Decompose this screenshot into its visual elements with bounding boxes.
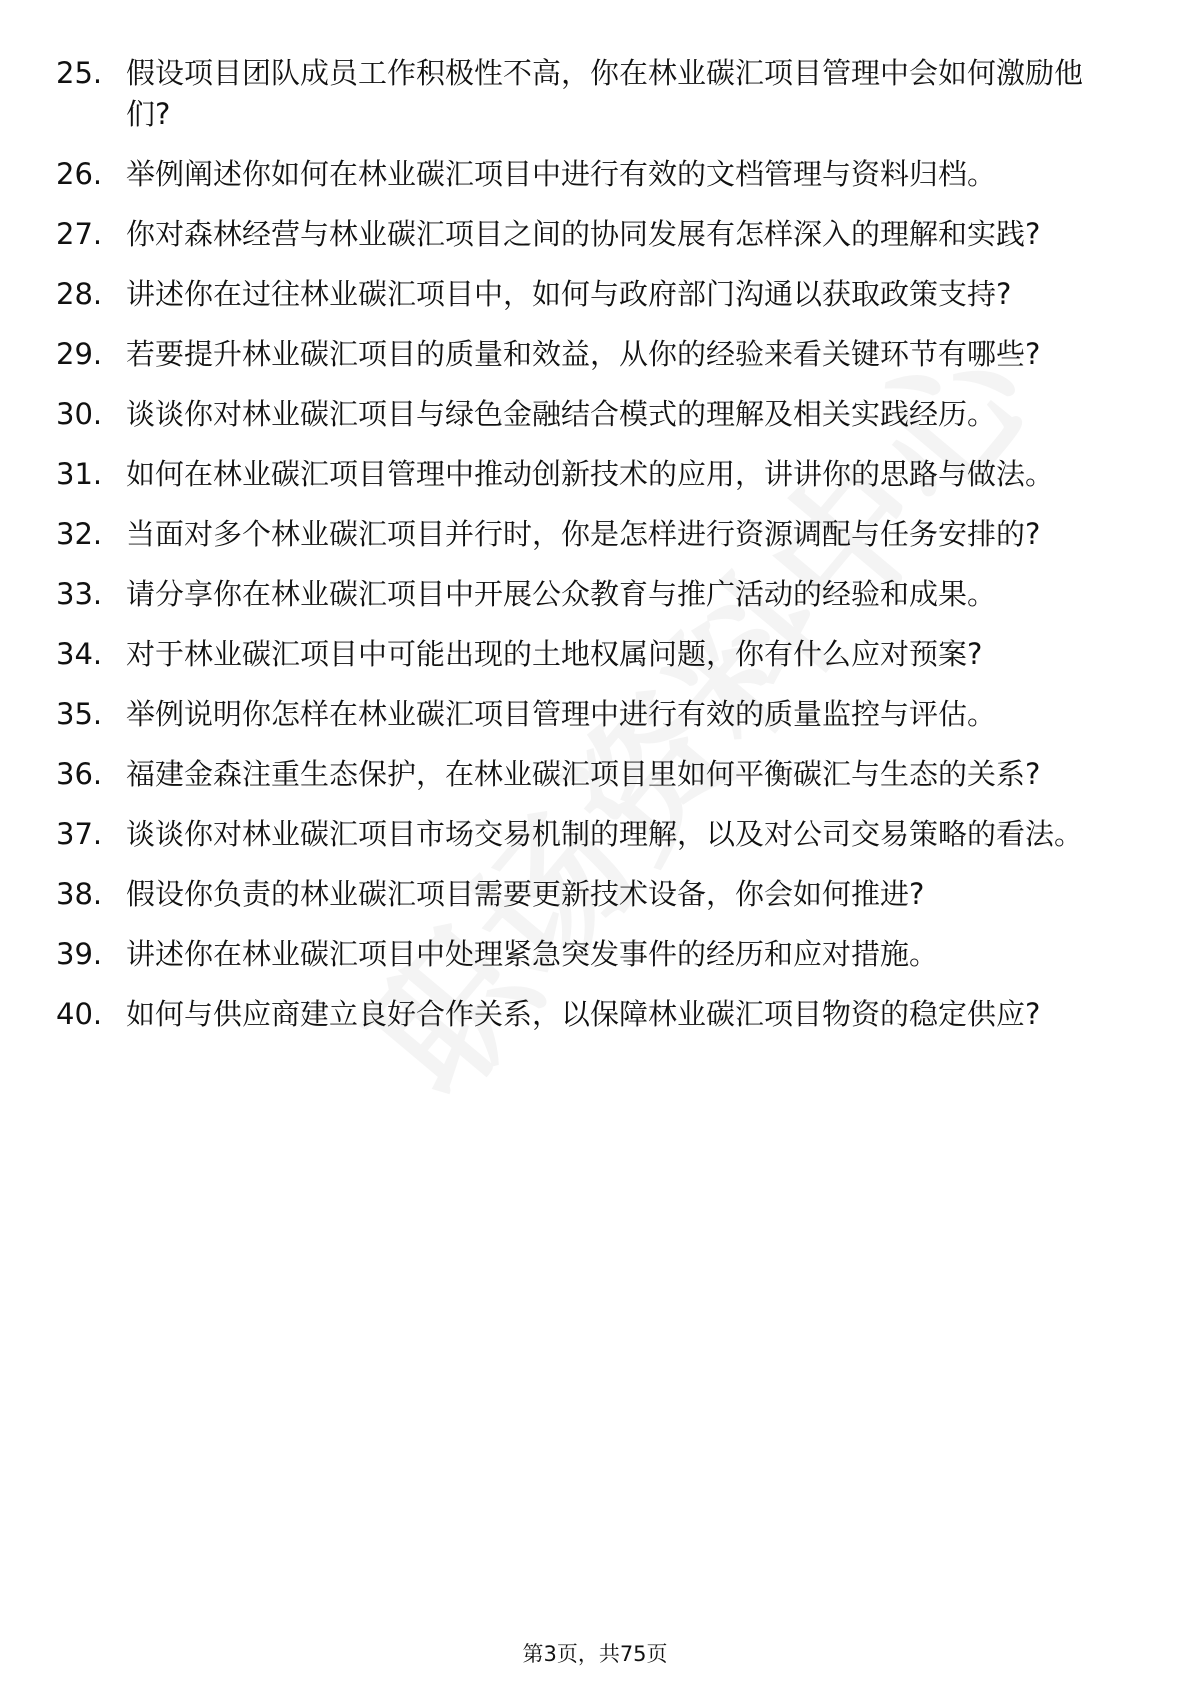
question-number: 33.: [56, 577, 103, 611]
question-item: [0, 334, 1190, 375]
question-number: 26.: [56, 157, 103, 191]
question-number: 36.: [56, 757, 103, 791]
question-item: [0, 454, 1190, 495]
question-number: 35.: [56, 697, 103, 731]
page-footer: [0, 1640, 1190, 1668]
question-item: [0, 694, 1190, 735]
question-item: [0, 214, 1190, 255]
question-item: [0, 934, 1190, 975]
question-item: [0, 874, 1190, 915]
question-number: 27.: [56, 217, 103, 251]
question-number: 39.: [56, 937, 103, 971]
question-text: 谈谈你对林业碳汇项目与绿色金融结合模式的理解及相关实践经历。: [126, 397, 997, 431]
question-text: 若要提升林业碳汇项目的质量和效益，从你的经验来看关键环节有哪些?: [126, 337, 1041, 371]
question-item: [0, 274, 1190, 315]
question-text: 请分享你在林业碳汇项目中开展公众教育与推广活动的经验和成果。: [126, 577, 997, 611]
question-number: 40.: [56, 997, 103, 1031]
question-text: 举例说明你怎样在林业碳汇项目管理中进行有效的质量监控与评估。: [126, 697, 997, 731]
question-item: [0, 994, 1190, 1035]
question-text: 如何与供应商建立良好合作关系，以保障林业碳汇项目物资的稳定供应?: [126, 997, 1041, 1031]
question-number: 25.: [56, 56, 103, 90]
question-number: 29.: [56, 337, 103, 371]
question-item: [0, 154, 1190, 195]
question-text: 对于林业碳汇项目中可能出现的土地权属问题，你有什么应对预案?: [126, 637, 983, 671]
question-list: [0, 53, 1190, 1054]
question-item: [0, 814, 1190, 855]
question-text: 当面对多个林业碳汇项目并行时，你是怎样进行资源调配与任务安排的?: [126, 517, 1041, 551]
question-text: 你对森林经营与林业碳汇项目之间的协同发展有怎样深入的理解和实践?: [126, 217, 1041, 251]
question-text: 讲述你在过往林业碳汇项目中，如何与政府部门沟通以获取政策支持?: [126, 277, 1012, 311]
question-number: 31.: [56, 457, 103, 491]
question-text: 假设你负责的林业碳汇项目需要更新技术设备，你会如何推进?: [126, 877, 925, 911]
question-item: [0, 634, 1190, 675]
question-number: 34.: [56, 637, 103, 671]
question-text: 假设项目团队成员工作积极性不高，你在林业碳汇项目管理中会如何激励他们?: [126, 56, 1084, 131]
question-item: [0, 514, 1190, 555]
question-number: 38.: [56, 877, 103, 911]
question-text: 如何在林业碳汇项目管理中推动创新技术的应用，讲讲你的思路与做法。: [126, 457, 1055, 491]
question-number: 37.: [56, 817, 103, 851]
question-text: 谈谈你对林业碳汇项目市场交易机制的理解，以及对公司交易策略的看法。: [126, 817, 1084, 851]
page-number-label: 第3页，共75页: [522, 1642, 668, 1666]
question-number: 28.: [56, 277, 103, 311]
question-text: 讲述你在林业碳汇项目中处理紧急突发事件的经历和应对措施。: [126, 937, 939, 971]
question-text: 福建金森注重生态保护，在林业碳汇项目里如何平衡碳汇与生态的关系?: [126, 757, 1041, 791]
question-text: 举例阐述你如何在林业碳汇项目中进行有效的文档管理与资料归档。: [126, 157, 997, 191]
question-item: [0, 53, 1190, 135]
question-number: 30.: [56, 397, 103, 431]
question-item: [0, 754, 1190, 795]
question-number: 32.: [56, 517, 103, 551]
question-item: [0, 574, 1190, 615]
question-item: [0, 394, 1190, 435]
